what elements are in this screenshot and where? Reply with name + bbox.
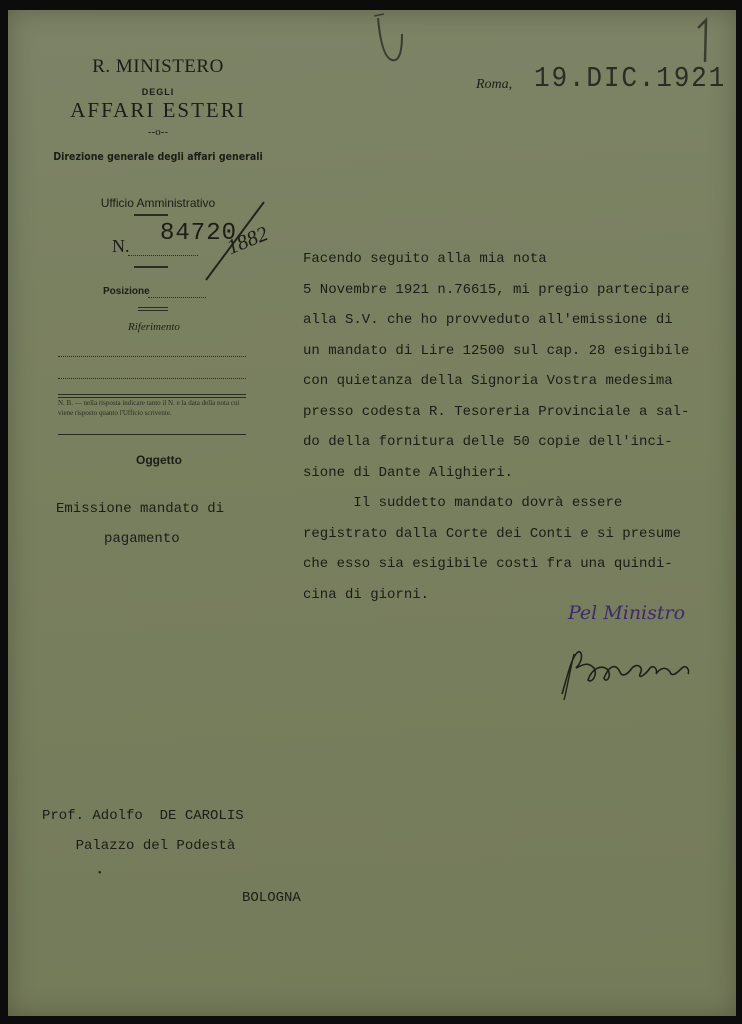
city-dateline: Roma, <box>476 77 513 92</box>
ornament-divider: --o-- <box>147 126 169 138</box>
signature-label: Pel Ministro <box>568 602 686 624</box>
date-stamp: 19.DIC.1921 <box>534 62 727 95</box>
ufficio-line: Ufficio Amministrativo <box>100 196 216 210</box>
ink-dot: • <box>98 868 102 879</box>
subject <box>56 494 224 554</box>
paragraph-1: Facendo seguito alla mia nota 5 Novembre 1921 n.76615, mi pregio partecipare alla S.V. che ho provveduto all'emissione di un mandato di Lire 12500 sul cap. 28 esigibile con quietanza della Signoria Vostra medesima presso codesta R. Tesoreria Provinciale a sal- do della fornitura delle 50 copie dell'inci- sione di Dante Alighieri. <box>303 251 690 481</box>
numero-value: 84720 <box>160 220 238 247</box>
ministry-title: R. MINISTERO <box>92 56 224 77</box>
letter-body <box>303 244 689 610</box>
corner-mark-left <box>368 10 418 70</box>
numero-handwritten: 1882 <box>223 221 272 260</box>
riferimento-label: Riferimento <box>128 321 180 333</box>
subject-line1: Emissione mandato di <box>56 501 225 517</box>
numero-label: N. <box>112 236 130 256</box>
paragraph-2: Il suddetto mandato dovrà essere registrato dalla Corte dei Conti e si presume che esso sia esigibile costì fra una quindi- cina di giorni. <box>303 495 682 603</box>
addressee: Prof. Adolfo DE CAROLIS Palazzo del Podestà <box>42 808 244 854</box>
destination-city: BOLOGNA <box>242 890 301 906</box>
nb-note: N. B. — nella risposta indicare tanto il N. e la data della nota cui viene risposto quanto l'Ufficio scrivente. <box>58 399 240 417</box>
letter-page <box>8 10 736 1016</box>
posizione-label: Posizione <box>103 286 150 297</box>
oggetto-label: Oggetto <box>136 453 182 467</box>
handwritten-signature <box>554 634 704 704</box>
ministry-affari-esteri: AFFARI ESTERI <box>70 98 246 122</box>
subject-line2: pagamento <box>104 531 180 547</box>
ministry-degli: DEGLI <box>141 87 175 97</box>
direzione-line: Direzione generale degli affari generali <box>53 150 263 163</box>
